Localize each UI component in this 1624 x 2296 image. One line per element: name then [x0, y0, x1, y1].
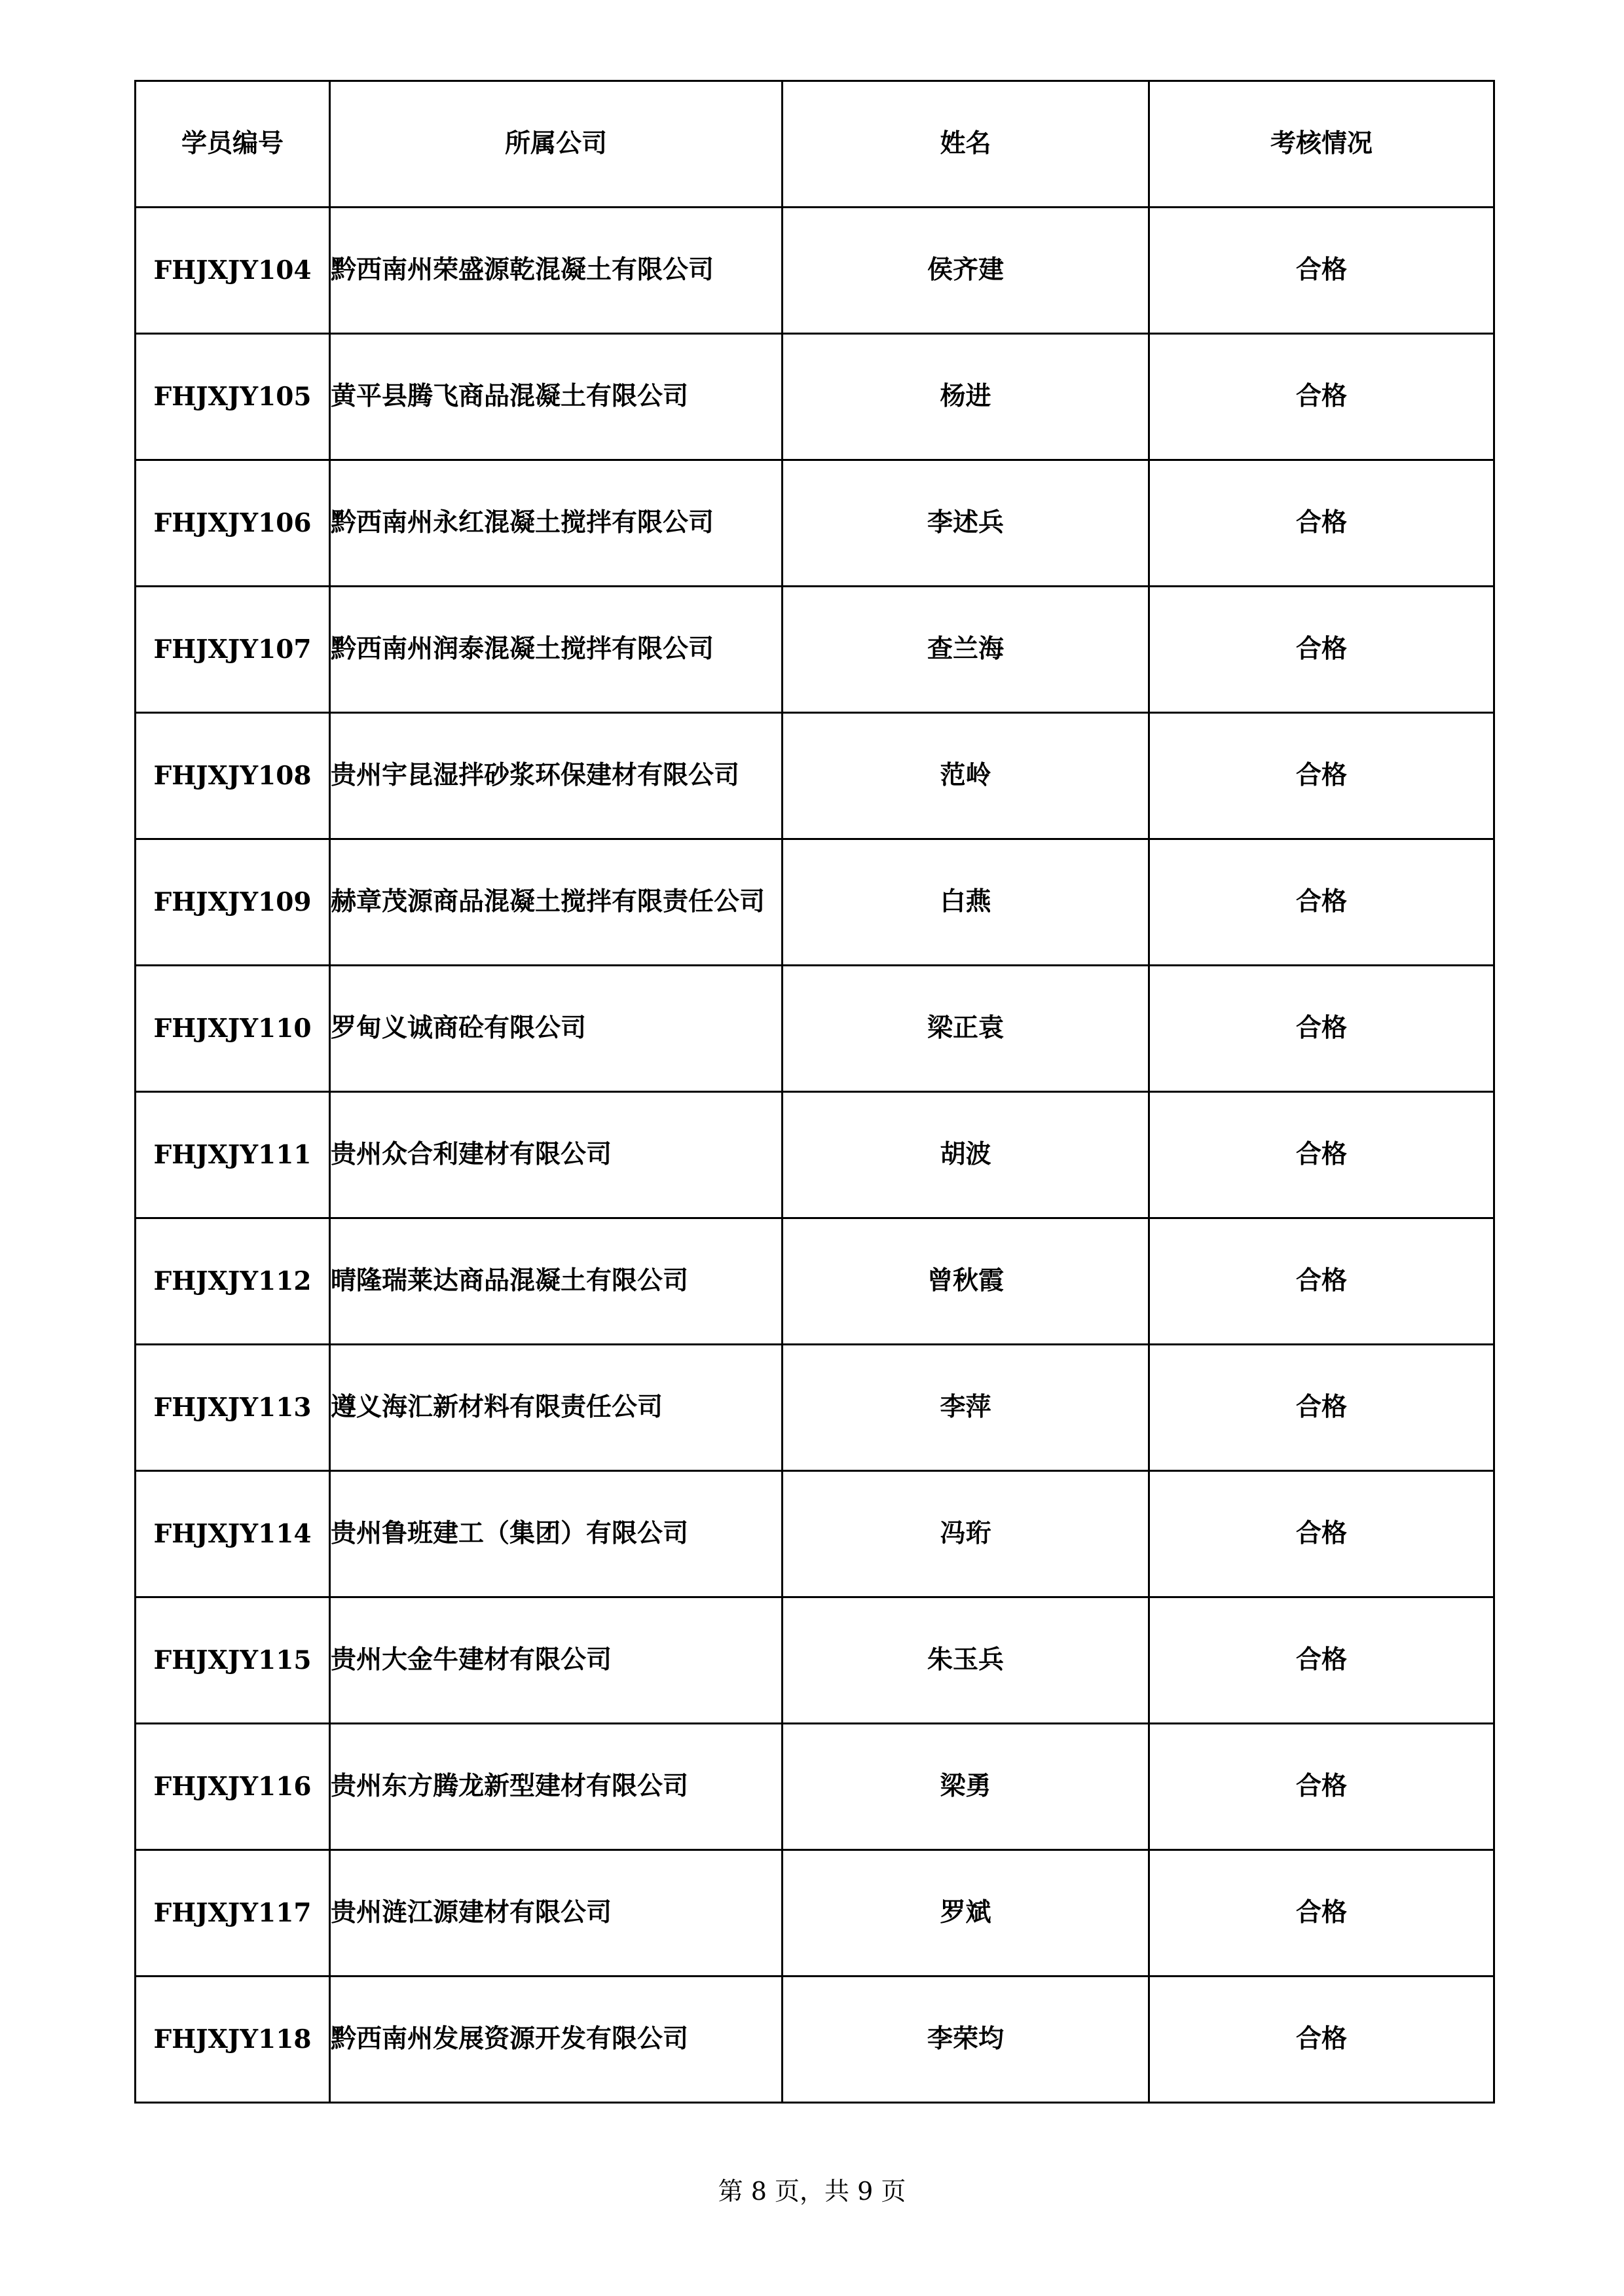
cell-trainee-id: FHJXJY110: [136, 966, 330, 1092]
page-footer: 第 8 页，共 9 页: [718, 2177, 906, 2206]
cell-trainee-id: FHJXJY106: [136, 460, 330, 587]
cell-name: 冯珩: [783, 1471, 1149, 1597]
cell-name: 李述兵: [783, 460, 1149, 587]
cell-trainee-id: FHJXJY116: [136, 1724, 330, 1850]
cell-company: 遵义海汇新材料有限责任公司: [330, 1345, 783, 1471]
header-company: 所属公司: [330, 81, 783, 208]
cell-result: 合格: [1149, 1092, 1494, 1218]
cell-trainee-id: FHJXJY104: [136, 208, 330, 334]
table-row: [136, 208, 1494, 334]
cell-company: 贵州众合利建材有限公司: [330, 1092, 783, 1218]
cell-result: 合格: [1149, 1597, 1494, 1724]
cell-name: 白燕: [783, 839, 1149, 966]
cell-trainee-id: FHJXJY114: [136, 1471, 330, 1597]
table-row: [136, 966, 1494, 1092]
table-row: [136, 334, 1494, 460]
cell-name: 罗斌: [783, 1850, 1149, 1977]
cell-name: 范岭: [783, 713, 1149, 839]
cell-trainee-id: FHJXJY115: [136, 1597, 330, 1724]
cell-company: 贵州东方腾龙新型建材有限公司: [330, 1724, 783, 1850]
table-body: [136, 208, 1494, 2103]
cell-name: 李萍: [783, 1345, 1149, 1471]
cell-result: 合格: [1149, 966, 1494, 1092]
cell-name: 朱玉兵: [783, 1597, 1149, 1724]
cell-company: 贵州涟江源建材有限公司: [330, 1850, 783, 1977]
cell-company: 黔西南州发展资源开发有限公司: [330, 1977, 783, 2103]
cell-name: 侯齐建: [783, 208, 1149, 334]
table-row: [136, 1092, 1494, 1218]
cell-result: 合格: [1149, 334, 1494, 460]
cell-name: 梁正袁: [783, 966, 1149, 1092]
header-name: 姓名: [783, 81, 1149, 208]
table-row: [136, 587, 1494, 713]
trainee-assessment-table: [134, 80, 1495, 2104]
header-trainee-id: 学员编号: [136, 81, 330, 208]
table-row: [136, 1977, 1494, 2103]
cell-name: 胡波: [783, 1092, 1149, 1218]
cell-company: 黄平县腾飞商品混凝土有限公司: [330, 334, 783, 460]
table-row: [136, 1345, 1494, 1471]
cell-name: 曾秋霞: [783, 1218, 1149, 1345]
header-result: 考核情况: [1149, 81, 1494, 208]
cell-trainee-id: FHJXJY107: [136, 587, 330, 713]
cell-trainee-id: FHJXJY105: [136, 334, 330, 460]
cell-trainee-id: FHJXJY118: [136, 1977, 330, 2103]
cell-result: 合格: [1149, 1218, 1494, 1345]
cell-result: 合格: [1149, 713, 1494, 839]
cell-result: 合格: [1149, 1977, 1494, 2103]
cell-name: 李荣均: [783, 1977, 1149, 2103]
cell-company: 黔西南州永红混凝土搅拌有限公司: [330, 460, 783, 587]
table-row: [136, 1218, 1494, 1345]
cell-trainee-id: FHJXJY111: [136, 1092, 330, 1218]
cell-company: 罗甸义诚商砼有限公司: [330, 966, 783, 1092]
cell-result: 合格: [1149, 1850, 1494, 1977]
cell-company: 黔西南州荣盛源乾混凝土有限公司: [330, 208, 783, 334]
table-row: [136, 1471, 1494, 1597]
cell-trainee-id: FHJXJY112: [136, 1218, 330, 1345]
cell-result: 合格: [1149, 1345, 1494, 1471]
table-row: [136, 1724, 1494, 1850]
cell-company: 黔西南州润泰混凝土搅拌有限公司: [330, 587, 783, 713]
cell-name: 梁勇: [783, 1724, 1149, 1850]
cell-trainee-id: FHJXJY113: [136, 1345, 330, 1471]
table-row: [136, 713, 1494, 839]
cell-result: 合格: [1149, 208, 1494, 334]
table-header-row: [136, 81, 1494, 208]
cell-result: 合格: [1149, 839, 1494, 966]
cell-company: 贵州鲁班建工（集团）有限公司: [330, 1471, 783, 1597]
table-row: [136, 460, 1494, 587]
cell-name: 杨进: [783, 334, 1149, 460]
cell-result: 合格: [1149, 460, 1494, 587]
cell-result: 合格: [1149, 1724, 1494, 1850]
cell-trainee-id: FHJXJY117: [136, 1850, 330, 1977]
cell-name: 查兰海: [783, 587, 1149, 713]
table-row: [136, 839, 1494, 966]
cell-company: 贵州大金牛建材有限公司: [330, 1597, 783, 1724]
cell-result: 合格: [1149, 587, 1494, 713]
table-row: [136, 1850, 1494, 1977]
cell-company: 赫章茂源商品混凝土搅拌有限责任公司: [330, 839, 783, 966]
cell-result: 合格: [1149, 1471, 1494, 1597]
cell-company: 贵州宇昆湿拌砂浆环保建材有限公司: [330, 713, 783, 839]
table-row: [136, 1597, 1494, 1724]
cell-trainee-id: FHJXJY108: [136, 713, 330, 839]
cell-company: 晴隆瑞莱达商品混凝土有限公司: [330, 1218, 783, 1345]
cell-trainee-id: FHJXJY109: [136, 839, 330, 966]
